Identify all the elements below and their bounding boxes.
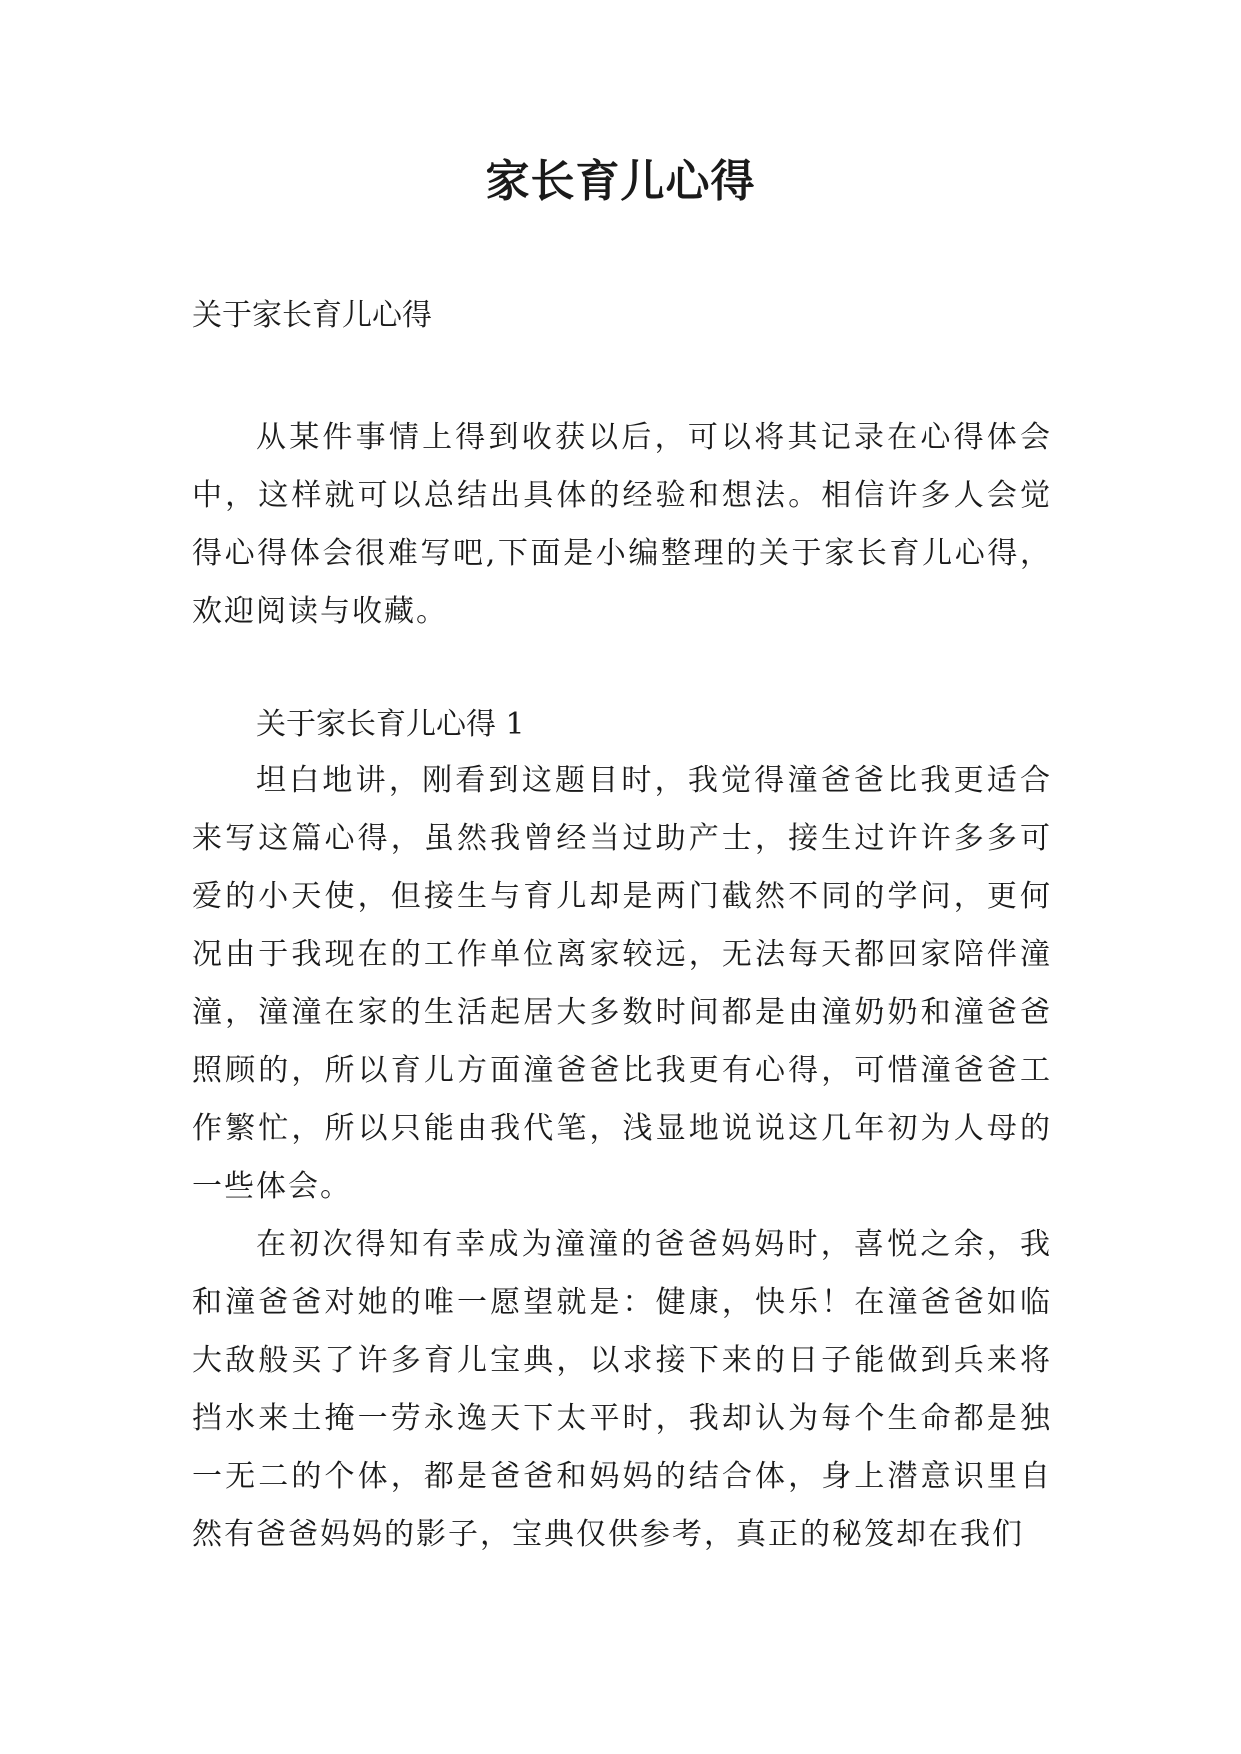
section-heading: 关于家长育儿心得 1 — [256, 707, 525, 742]
intro-paragraph: 从某件事情上得到收获以后，可以将其记录在心得体会中，这样就可以总结出具体的经验和想法。相信许多人会觉得心得体会很难写吧,下面是小编整理的关于家长育儿心得，欢迎阅读与收藏。 — [192, 420, 1052, 629]
intro-block — [192, 409, 1052, 641]
body-paragraph-1: 坦白地讲，刚看到这题目时，我觉得潼爸爸比我更适合来写这篇心得，虽然我曾经当过助产士，接生过许许多多可爱的小天使，但接生与育儿却是两门截然不同的学问，更何况由于我现在的工作单位离家较远，无法每天都回家陪伴潼潼，潼潼在家的生活起居大多数时间都是由潼奶奶和潼爸爸照顾的，所以育儿方面潼爸爸比我更有心得，可惜潼爸爸工作繁忙，所以只能由我代笔，浅显地说说这几年初为人母的一些体会。 — [192, 763, 1052, 1204]
body-block — [192, 752, 1052, 1564]
body-paragraph-2: 在初次得知有幸成为潼潼的爸爸妈妈时，喜悦之余，我和潼爸爸对她的唯一愿望就是：健康，快乐！在潼爸爸如临大敌般买了许多育儿宝典，以求接下来的日子能做到兵来将挡水来土掩一劳永逸天下太平时，我却认为每个生命都是独一无二的个体，都是爸爸和妈妈的结合体，身上潜意识里自然有爸爸妈妈的影子，宝典仅供参考，真正的秘笈却在我们 — [192, 1227, 1052, 1552]
document-title: 家长育儿心得 — [485, 156, 756, 207]
document-subtitle: 关于家长育儿心得 — [192, 298, 432, 333]
